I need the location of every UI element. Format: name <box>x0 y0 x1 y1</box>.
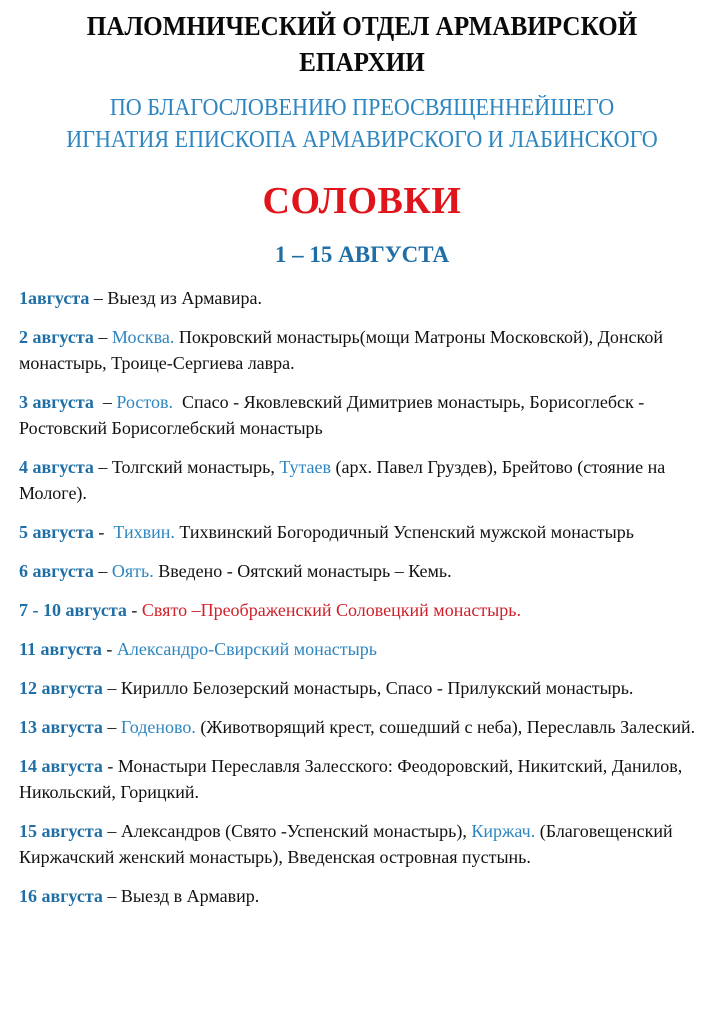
itinerary-day-15 <box>19 818 709 870</box>
day-separator: - <box>93 522 114 542</box>
organization-title-line1: ПАЛОМНИЧЕСКИЙ ОТДЕЛ АРМАВИРСКОЙ <box>86 11 638 41</box>
trip-dates: 1 – 15 АВГУСТА <box>274 242 450 267</box>
itinerary-day-13 <box>19 714 709 740</box>
day-description: (Животворящий крест, сошедший с неба), Переславль Залеский. <box>195 717 696 737</box>
day-separator: – <box>93 457 112 477</box>
organization-title-line2: ЕПАРХИИ <box>299 47 425 77</box>
day-description: Покровский монастырь(мощи Матроны Московской), Донской монастырь, Троице-Сергиева лавра. <box>19 327 663 373</box>
itinerary-day-3 <box>19 389 709 441</box>
day-separator: - <box>101 639 117 659</box>
day-separator: – <box>93 392 117 412</box>
day-date: 2 августа <box>19 327 94 347</box>
day-date: 15 августа <box>19 821 103 841</box>
itinerary-day-5 <box>19 519 709 545</box>
day-separator: – <box>93 327 112 347</box>
day-description: (арх. Павел Груздев), Брейтово (стояние на Мологе). <box>19 457 666 503</box>
day-separator: - <box>126 600 142 620</box>
day-separator: – <box>102 886 121 906</box>
day-place: Александро-Свирский монастырь <box>116 639 377 659</box>
itinerary-day-14 <box>19 753 709 805</box>
day-place: Москва. <box>111 327 175 347</box>
itinerary-days-7-10 <box>19 597 709 623</box>
day-description-before: Толгский монастырь, <box>111 457 280 477</box>
day-description: (Благовещенский Киржачский женский монастырь), Введенская островная пустынь. <box>19 821 673 867</box>
itinerary-day-4 <box>19 454 709 506</box>
day-date: 1августа <box>19 288 90 308</box>
blessing-line1: ПО БЛАГОСЛОВЕНИЮ ПРЕОСВЯЩЕННЕЙШЕГО <box>109 95 615 121</box>
day-description-before: Александров (Свято -Успенский монастырь), <box>120 821 472 841</box>
day-description: Монастыри Переславля Залесского: Феодоровский, Никитский, Данилов, Никольский, Горицкий. <box>19 756 683 802</box>
day-description: Тихвинский Богородичный Успенский мужской монастырь <box>174 522 634 542</box>
day-place: Тутаев <box>279 457 332 477</box>
day-separator: - <box>102 756 118 776</box>
day-date: 7 - 10 августа <box>19 600 127 620</box>
itinerary-list <box>19 285 709 922</box>
day-description: Спасо - Яковлевский Димитриев монастырь, Борисоглебск - Ростовский Борисоглебский монастырь <box>19 392 649 438</box>
trip-title: СОЛОВКИ <box>262 180 462 222</box>
itinerary-day-11 <box>19 636 709 662</box>
day-date: 3 августа <box>19 392 94 412</box>
day-description: Кирилло Белозерский монастырь, Спасо - Прилукский монастырь. <box>120 678 634 698</box>
day-description: Введено - Оятский монастырь – Кемь. <box>153 561 452 581</box>
itinerary-day-1 <box>19 285 709 311</box>
day-date: 6 августа <box>19 561 94 581</box>
day-place: Ростов. <box>116 392 174 412</box>
itinerary-day-12 <box>19 675 709 701</box>
day-date: 14 августа <box>19 756 103 776</box>
day-date: 5 августа <box>19 522 94 542</box>
day-separator: – <box>93 561 112 581</box>
day-place: Тихвин. <box>113 522 175 542</box>
blessing-line2: ИГНАТИЯ ЕПИСКОПА АРМАВИРСКОГО И ЛАБИНСКОГО <box>66 127 658 153</box>
day-description: Выезд в Армавир. <box>120 886 260 906</box>
itinerary-day-16 <box>19 883 709 909</box>
day-separator: – <box>89 288 108 308</box>
day-date: 4 августа <box>19 457 94 477</box>
day-date: 13 августа <box>19 717 103 737</box>
day-description: Выезд из Армавира. <box>107 288 263 308</box>
day-place: Годеново. <box>120 717 196 737</box>
itinerary-day-6 <box>19 558 709 584</box>
day-separator: – <box>102 678 121 698</box>
day-place: Оять. <box>111 561 154 581</box>
day-date: 11 августа <box>19 639 102 659</box>
day-date: 12 августа <box>19 678 103 698</box>
day-separator: – <box>102 821 121 841</box>
day-separator: – <box>102 717 121 737</box>
day-place: Киржач. <box>471 821 536 841</box>
day-date: 16 августа <box>19 886 103 906</box>
itinerary-day-2 <box>19 324 709 376</box>
day-highlight-solovetsky: Свято –Преображенский Соловецкий монастырь. <box>141 600 521 620</box>
